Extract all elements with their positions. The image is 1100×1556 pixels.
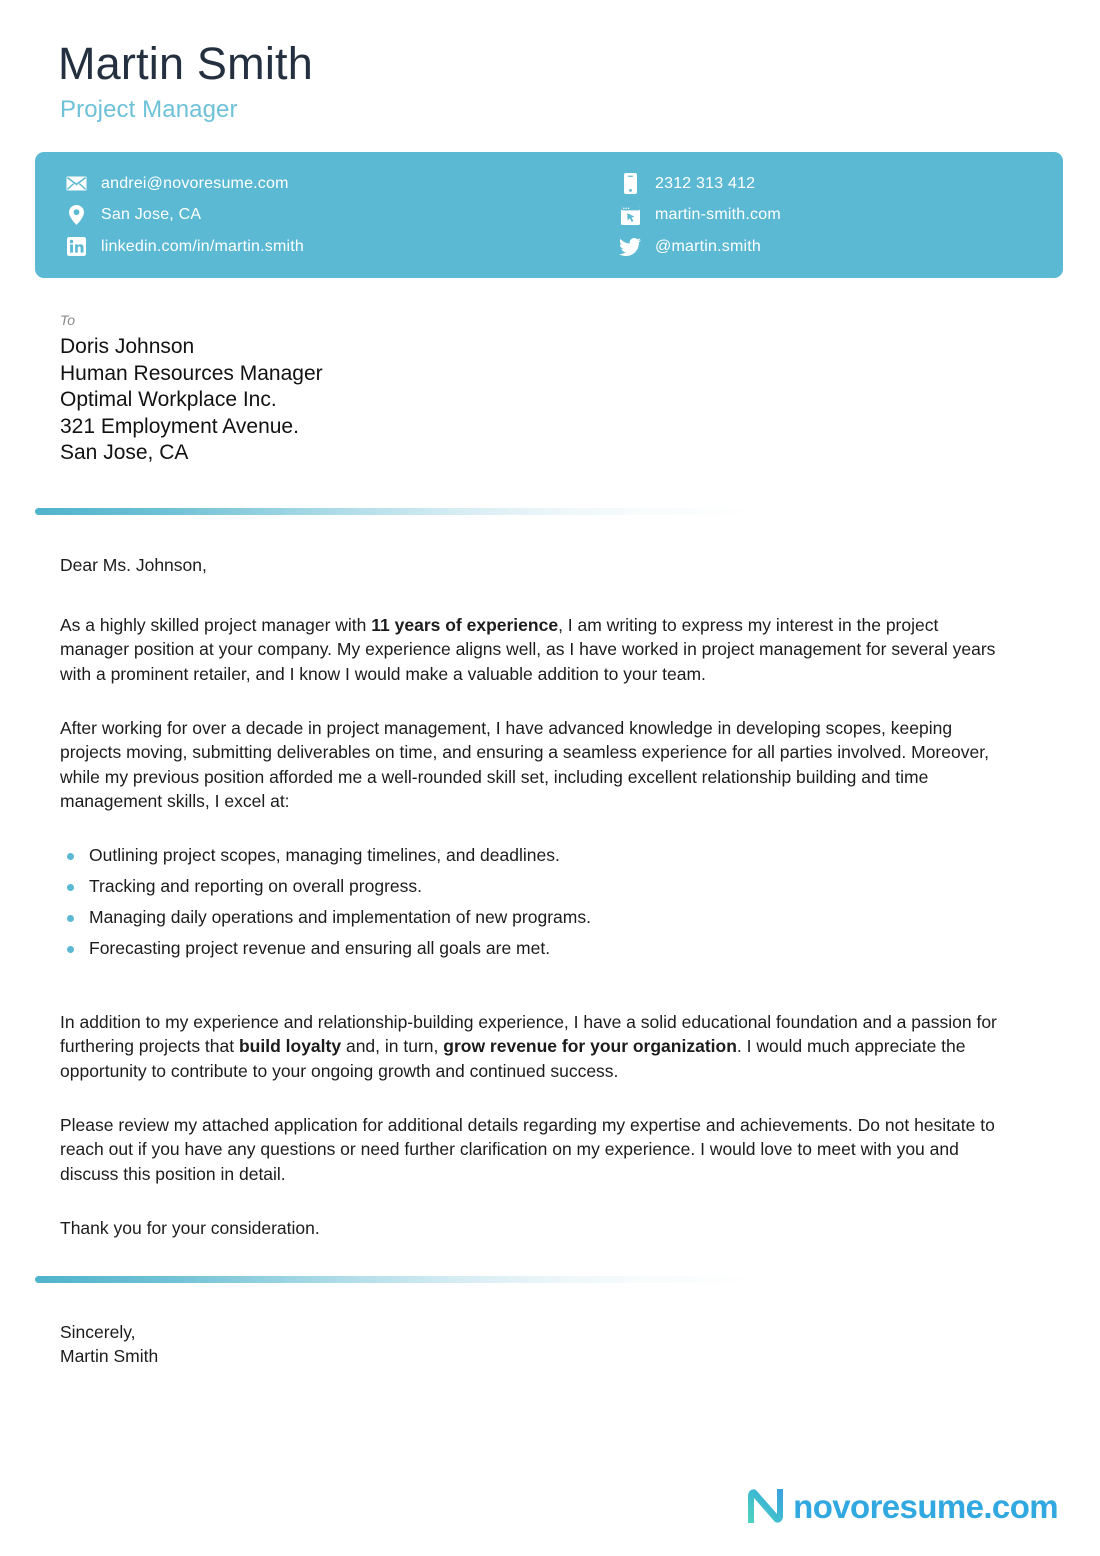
- novoresume-wordmark: novoresume.com: [793, 1487, 1058, 1525]
- recipient-city: San Jose, CA: [60, 441, 189, 464]
- contact-phone-text: 2312 313 412: [655, 174, 756, 192]
- signature-block: [60, 1320, 158, 1369]
- location-pin-icon: [64, 203, 88, 227]
- divider-bottom: [35, 1276, 1035, 1283]
- paragraph-3-bold-2: grow revenue for your organization: [443, 1036, 737, 1057]
- phone-icon: [618, 172, 642, 196]
- contact-linkedin-text: linkedin.com/in/martin.smith: [101, 237, 304, 255]
- contact-location-text: San Jose, CA: [101, 206, 202, 223]
- novoresume-logo[interactable]: [744, 1487, 1058, 1525]
- paragraph-3-part-2: and, in turn,: [341, 1036, 444, 1057]
- divider-top: [35, 508, 1035, 515]
- recipient-name: Doris Johnson: [60, 335, 195, 358]
- list-item: Forecasting project revenue and ensuring all goals are met.: [60, 933, 1012, 964]
- paragraph-4: Please review my attached application for additional details regarding my expertise and achievements. Do not hesitate to reach out if you have any questions or need further clarification on my experience. I would love to meet with you and discuss this position in detail.: [60, 1115, 995, 1184]
- paragraph-5: Thank you for your consideration.: [60, 1218, 320, 1238]
- contact-twitter-text: @martin.smith: [655, 237, 761, 255]
- contact-column-right: [575, 168, 1063, 262]
- closing-line: Sincerely,: [60, 1322, 136, 1342]
- recipient-company: Optimal Workplace Inc.: [60, 388, 277, 411]
- paragraph-1-part-2: , I am writing to express my interest in the project manager position at your company. My experience aligns well, as I have worked in project management for several years with a prominent retailer, and I know I would make a valuable addition to your team.: [60, 615, 996, 684]
- contact-item-location[interactable]: [64, 200, 575, 231]
- paragraph-2: After working for over a decade in project management, I have advanced knowledge in developing scopes, keeping projects moving, submitting deliverables on time, and ensuring a seamless experience for all parties involved. Moreover, while my previous position afforded me a well-rounded skill set, including excellent relationship building and time management skills, I excel at:: [60, 718, 989, 812]
- skills-bullet-list: [60, 840, 1012, 964]
- paragraph-3-part-3: . I would much appreciate the opportunity to contribute to your ongoing growth and continued success.: [60, 1036, 966, 1081]
- applicant-name: Martin Smith: [58, 38, 313, 89]
- paragraph-1-part-1: As a highly skilled project manager with: [60, 615, 372, 635]
- contact-bar: [35, 152, 1063, 278]
- salutation: Dear Ms. Johnson,: [60, 555, 207, 575]
- paragraph-3-bold-1: build loyalty: [238, 1036, 342, 1057]
- recipient-block: [60, 312, 323, 467]
- envelope-icon: [64, 172, 88, 196]
- paragraph-3-part-1: In addition to my experience and relationship-building experience, I have a solid educational foundation and a passion for furthering projects that: [60, 1012, 997, 1057]
- list-item: Outlining project scopes, managing timelines, and deadlines.: [60, 840, 1012, 871]
- signature-name: Martin Smith: [60, 1346, 159, 1367]
- paragraph-3: [60, 1010, 1012, 1083]
- recipient-role: Human Resources Manager: [60, 361, 323, 385]
- recipient-street: 321 Employment Avenue.: [60, 414, 299, 438]
- contact-item-website[interactable]: [618, 200, 1063, 231]
- website-icon: [618, 203, 642, 227]
- recipient-to-label: To: [60, 312, 76, 328]
- contact-item-linkedin[interactable]: [64, 231, 575, 262]
- contact-website-text: martin-smith.com: [655, 206, 781, 223]
- letter-header: [0, 0, 1100, 124]
- paragraph-1-bold: 11 years of experience: [371, 615, 559, 635]
- linkedin-icon: [64, 235, 88, 259]
- contact-column-left: [35, 168, 575, 262]
- list-item: Managing daily operations and implementation of new programs.: [60, 902, 1012, 933]
- novoresume-n-mark-icon: [744, 1487, 784, 1525]
- contact-email-text: andrei@novoresume.com: [101, 174, 289, 192]
- applicant-job-title: Project Manager: [60, 96, 238, 124]
- contact-item-phone[interactable]: [618, 168, 1063, 199]
- list-item: Tracking and reporting on overall progress.: [60, 871, 1012, 902]
- twitter-icon: [618, 235, 642, 259]
- paragraph-1: [60, 613, 1012, 686]
- contact-item-twitter[interactable]: [618, 231, 1063, 262]
- contact-item-email[interactable]: [64, 168, 575, 199]
